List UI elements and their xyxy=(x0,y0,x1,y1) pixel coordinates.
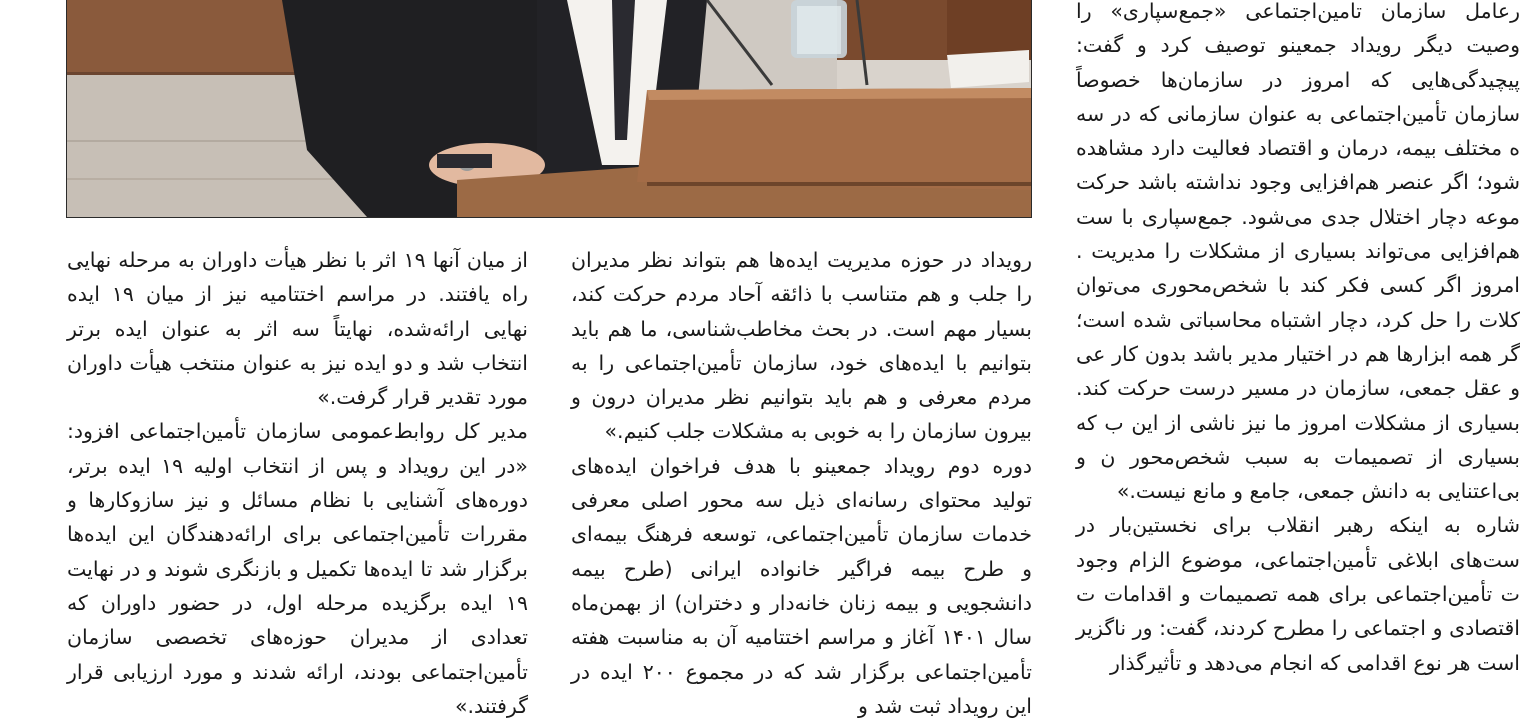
paragraph: مدیر کل روابط‌عمومی سازمان تأمین‌اجتماعی افزود: «در این رویداد و پس از انتخاب اولیه ۱۹ ایده برتر، دوره‌های آشنایی با نظام مسائل و نیز سازوکارها و مقررات تأمین‌اجتماعی برای ارائه‌دهندگان این ایده‌ها برگزار شد تا ایده‌ها تکمیل و بازنگری شوند و در نهایت ۱۹ ایده برگزیده مرحله اول، در حضور داوران که تعدادی از مدیران حوزه‌های تخصصی سازمان تأمین‌اجتماعی بودند، ارائه شدند و مورد ارزیابی قرار گرفتند.» xyxy=(67,419,528,718)
speaker-at-podium-image xyxy=(67,0,1031,217)
article-column-right xyxy=(1076,0,1520,694)
paragraph: از میان آنها ۱۹ اثر با نظر هیأت داوران به مرحله نهایی راه یافتند. در مراسم اختتامیه نیز از میان ۱۹ ایده نهایی ارائه‌شده، نهایتاً سه اثر به عنوان ایده برتر انتخاب شد و دو ایده نیز به عنوان منتخب هیأت داوران مورد تقدیر قرار گرفت.» xyxy=(67,248,528,410)
article-column-left xyxy=(67,243,528,718)
article-photo xyxy=(66,0,1032,218)
paragraph: دوره دوم رویداد جمعینو با هدف فراخوان ایده‌های تولید محتوای رسانه‌ای ذیل سه محور اصلی معرفی خدمات سازمان تأمین‌اجتماعی، توسعه فرهنگ بیمه‌ای و طرح بیمه فراگیر خانواده ایرانی (طرح بیمه دانشجویی و بیمه زنان خانه‌دار و دختران) از بهمن‌ماه سال ۱۴۰۱ آغاز و مراسم اختتامیه آن به مناسبت هفته تأمین‌اجتماعی برگزار شد که در مجموع ۲۰۰ ایده در این رویداد ثبت شد و xyxy=(571,453,1033,718)
article-column-middle xyxy=(571,243,1033,718)
paragraph: شاره به اینکه رهبر انقلاب برای نخستین‌بار در ست‌های ابلاغی تأمین‌اجتماعی، موضوع الزام وجود ت تأمین‌اجتماعی برای همه تصمیمات و اقدامات ت اقتصادی و اجتماعی را مطرح کردند، گفت: ور ناگزیر است هر نوع اقدامی که انجام می‌دهد و تأثیرگذار xyxy=(1076,513,1520,675)
paragraph: رویداد در حوزه مدیریت ایده‌ها هم بتواند نظر مدیران را جلب و هم متناسب با ذائقه آحاد مردم حرکت کند، بسیار مهم است. در بحث مخاطب‌شناسی، ما هم باید بتوانیم با ایده‌های خود، سازمان تأمین‌اجتماعی را به مردم معرفی و هم باید بتوانیم نظر مدیران درون و بیرون سازمان را به خوبی به مشکلات جلب کنیم.» xyxy=(571,248,1032,444)
paragraph: رعامل سازمان تامین‌اجتماعی «جمع‌سپاری» را وصیت دیگر رویداد جمعینو توصیف کرد و گفت: پیچیدگی‌هایی که امروز در سازمان‌ها خصوصاً سازمان تأمین‌اجتماعی به عنوان سازمانی که در سه ه مختلف بیمه، درمان و اقتصاد فعالیت دارد مشاهده شود؛ اگر عنصر هم‌افزایی وجود نداشته باشد حرکت موعه دچار اختلال جدی می‌شود. جمع‌سپاری با ست هم‌افزایی می‌تواند بسیاری از مشکلات را مدیریت . امروز اگر کسی فکر کند با شخص‌محوری می‌توان کلات را حل کرد، دچار اشتباه محاسباتی شده است؛ گر همه ابزارها هم در اختیار مدیر باشد بدون کار عی و عقل جمعی، سازمان در مسیر درست حرکت کند. بسیاری از مشکلات امروز ما نیز ناشی از این ب که بسیاری از تصمیمات به سبب شخص‌محور ن و بی‌اعتنایی به دانش جمعی، جامع و مانع نیست.» xyxy=(1076,0,1520,504)
